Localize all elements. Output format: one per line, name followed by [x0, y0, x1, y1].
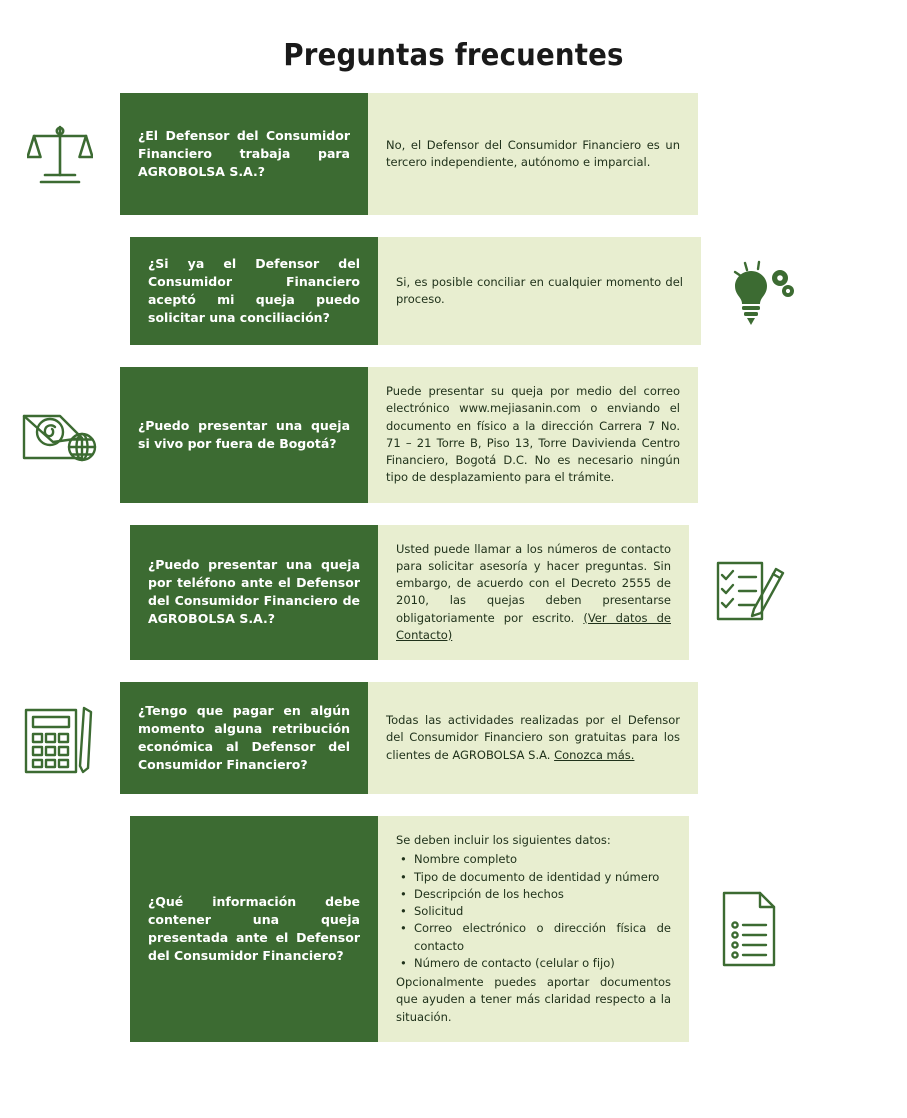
- faq-item: [0, 93, 907, 215]
- faq-answer: [378, 525, 689, 661]
- lightbulb-gears-idea-icon: [701, 237, 821, 345]
- faq-answer: [378, 816, 689, 1042]
- faq-answer: [368, 367, 698, 503]
- faq-question: ¿Si ya el Defensor del Consumidor Financiero aceptó mi queja puedo solicitar una conciliación?: [130, 237, 378, 345]
- faq-list: [0, 93, 907, 1042]
- faq-answer-text: [386, 712, 680, 764]
- faq-answer: [378, 237, 701, 345]
- list-item: • Número de contacto (celular o fijo): [412, 955, 671, 972]
- contact-details-link[interactable]: (Ver datos de Contacto): [396, 610, 671, 642]
- list-item: • Correo electrónico o dirección física de contacto: [412, 920, 671, 955]
- faq-question: ¿Qué información debe contener una queja presentada ante el Defensor del Consumidor Financiero?: [130, 816, 378, 1042]
- page-title: Preguntas frecuentes: [283, 38, 624, 73]
- email-globe-icon: [0, 367, 120, 503]
- know-more-link[interactable]: Conozca más.: [554, 747, 635, 762]
- document-list-icon: [689, 816, 809, 1042]
- faq-answer: [368, 93, 698, 215]
- list-item: • Nombre completo: [412, 851, 671, 868]
- faq-answer-text: Puede presentar su queja por medio del correo electrónico www.mejiasanin.com o enviando el documento en físico a la dirección Carrera 7 No. 71 – 21 Torre B, Piso 13, Torre Davivienda Centro Financiero, Bogotá D.C. No es necesario ningún tipo de desplazamiento para el trámite.: [386, 384, 680, 485]
- list-item: • Descripción de los hechos: [412, 886, 671, 903]
- faq-question: ¿Tengo que pagar en algún momento alguna retribución económica al Defensor del Consumidor Financiero?: [120, 682, 368, 794]
- faq-answer-text: [396, 541, 671, 645]
- scales-balance-icon: [0, 93, 120, 215]
- faq-question: ¿Puedo presentar una queja si vivo por fuera de Bogotá?: [120, 367, 368, 503]
- faq-answer-body: Todas las actividades realizadas por el Defensor del Consumidor Financiero son gratuitas para los clientes de AGROBOLSA S.A.: [386, 713, 680, 762]
- faq-question: ¿El Defensor del Consumidor Financiero trabaja para AGROBOLSA S.A.?: [120, 93, 368, 215]
- faq-item: [0, 682, 907, 794]
- faq-answer-text: Si, es posible conciliar en cualquier momento del proceso.: [396, 274, 683, 306]
- calculator-pencil-icon: [0, 682, 120, 794]
- faq-item: [130, 816, 907, 1042]
- faq-item: [130, 237, 907, 345]
- faq-item: [0, 367, 907, 503]
- faq-question: ¿Puedo presentar una queja por teléfono ante el Defensor del Consumidor Financiero de AGROBOLSA S.A.?: [130, 525, 378, 661]
- faq-answer: [368, 682, 698, 794]
- checklist-pencil-icon: [689, 525, 809, 661]
- faq-item: [130, 525, 907, 661]
- faq-answer-text: No, el Defensor del Consumidor Financiero es un tercero independiente, autónomo e imparcial.: [386, 137, 680, 169]
- faq-answer-list: [396, 851, 671, 972]
- faq-answer-body: Usted puede llamar a los números de contacto para solicitar asesoría y hacer preguntas. Sin embargo, de acuerdo con el Decreto 2555 de 2010, las quejas deben presentarse obligatoriamente por escrito.: [396, 541, 671, 625]
- list-item: • Tipo de documento de identidad y número: [412, 869, 671, 886]
- faq-answer-outro: Opcionalmente puedes aportar documentos que ayuden a tener más claridad respecto a la situación.: [396, 975, 671, 1024]
- list-item: • Solicitud: [412, 903, 671, 920]
- faq-answer-intro: Se deben incluir los siguientes datos:: [396, 833, 611, 847]
